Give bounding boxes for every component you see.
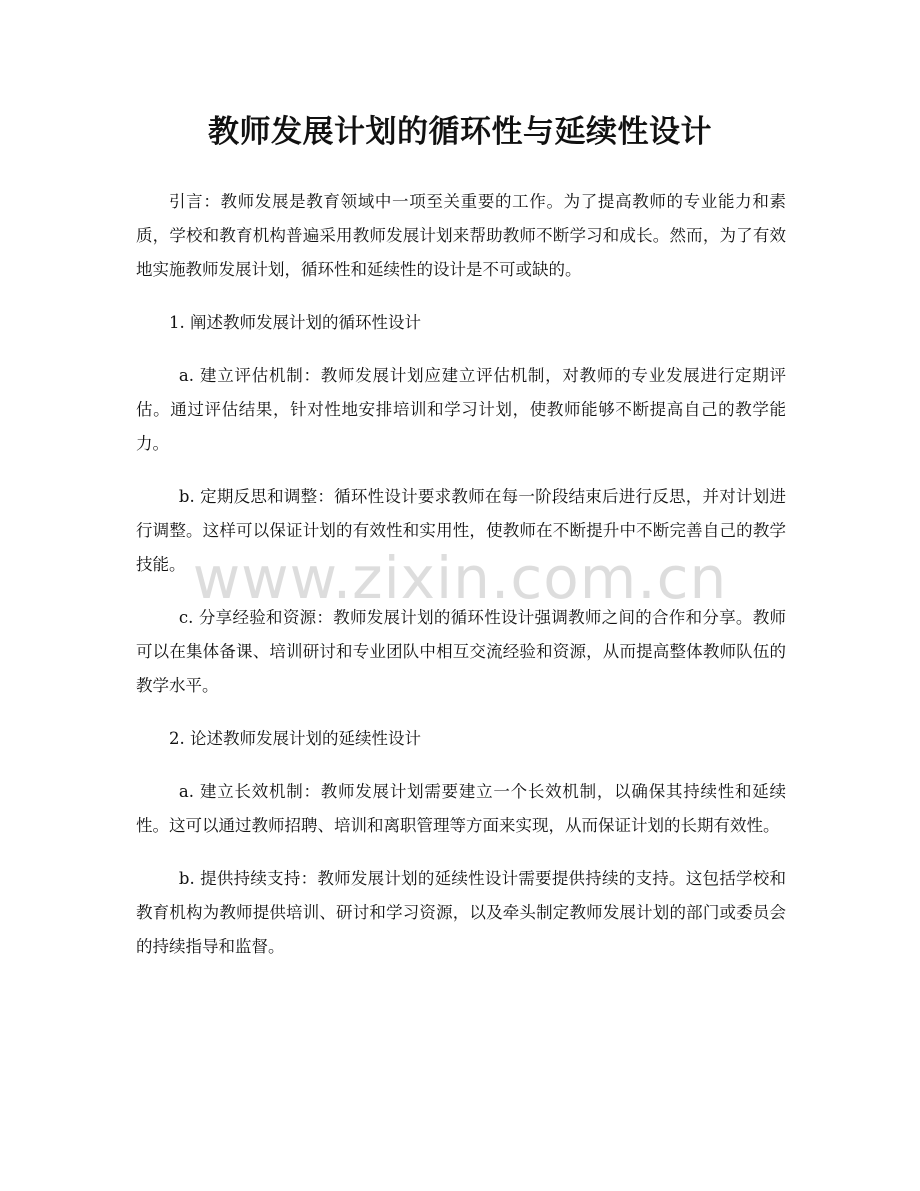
section-1-item-b: b. 定期反思和调整：循环性设计要求教师在每一阶段结束后进行反思，并对计划进行调整。这样可以保证计划的有效性和实用性，使教师在不断提升中不断完善自己的教学技能。	[136, 487, 786, 574]
document-body	[136, 185, 786, 983]
section-heading-1: 1. 阐述教师发展计划的循环性设计	[169, 313, 421, 332]
intro-paragraph: 引言：教师发展是教育领域中一项至关重要的工作。为了提高教师的专业能力和素质，学校和教育机构普遍采用教师发展计划来帮助教师不断学习和成长。然而，为了有效地实施教师发展计划，循环性和延续性的设计是不可或缺的。	[136, 192, 786, 279]
section-2-item-b: b. 提供持续支持：教师发展计划的延续性设计需要提供持续的支持。这包括学校和教育机构为教师提供培训、研讨和学习资源，以及牵头制定教师发展计划的部门或委员会的持续指导和监督。	[136, 869, 786, 956]
section-heading-2: 2. 论述教师发展计划的延续性设计	[169, 729, 421, 748]
section-2-item-a: a. 建立长效机制：教师发展计划需要建立一个长效机制，以确保其持续性和延续性。这可以通过教师招聘、培训和离职管理等方面来实现，从而保证计划的长期有效性。	[136, 782, 786, 835]
watermark: www.zixin.com.cn	[192, 544, 728, 612]
page-title: 教师发展计划的循环性与延续性设计	[208, 114, 712, 150]
section-1-item-c: c. 分享经验和资源：教师发展计划的循环性设计强调教师之间的合作和分享。教师可以在集体备课、培训研讨和专业团队中相互交流经验和资源，从而提高整体教师队伍的教学水平。	[136, 608, 786, 695]
section-1-item-a: a. 建立评估机制：教师发展计划应建立评估机制，对教师的专业发展进行定期评估。通过评估结果，针对性地安排培训和学习计划，使教师能够不断提高自己的教学能力。	[136, 366, 786, 453]
